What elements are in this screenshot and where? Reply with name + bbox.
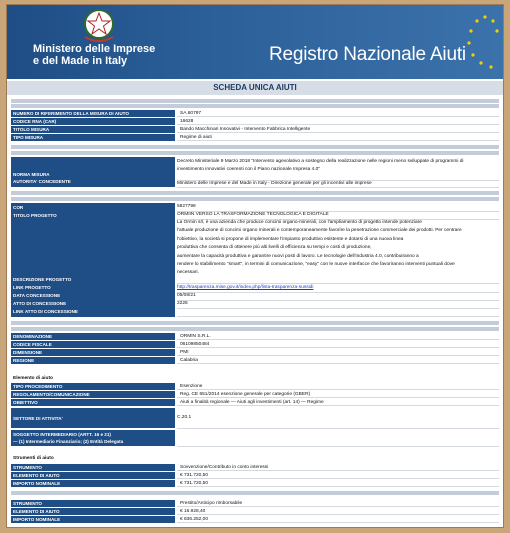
field-row-importo-nominale — [11, 480, 499, 487]
descrizione-line: necessari. — [177, 270, 199, 276]
norma-label-block — [11, 157, 175, 187]
atto-concessione-label: ATTO DI CONCESSIONE — [13, 301, 67, 306]
soggetto-intermediario-value — [177, 430, 499, 447]
descrizione-line: La Ormin srl, è una azienda che produce concimi organo-minerali, con l'ampliamento di progetto intende potenziare — [177, 220, 422, 225]
section-divider — [11, 99, 499, 103]
descrizione-line: rendere lo stabilimento "smart", in termini di comunicazione, "easy" con le nuove interfacce che favoriranno interventi puntuali dove — [177, 262, 455, 268]
field-row-strumento — [11, 500, 499, 507]
settore-attivita-value: C.20.1 — [177, 408, 499, 429]
field-row-strumento — [11, 464, 499, 471]
autorita-concedente-value: Ministero delle Imprese e del Made in Italy - Direzione generale per gli incentivi alle imprese — [177, 180, 499, 188]
field-value: 06109850484 — [177, 341, 499, 348]
norma-misura-label: NORMA MISURA — [13, 172, 50, 177]
field-row-obiettivo — [11, 399, 499, 406]
field-label: TIPO PROCEDIMENTO — [11, 383, 175, 390]
field-value: Prestito/Anticipo rimborsabile — [177, 500, 499, 507]
field-value: Calabria — [177, 357, 499, 364]
italian-republic-emblem-icon — [79, 7, 119, 43]
descrizione-line: produttiva che consenta di ottenere più alti livelli di efficienza su tempi e costi di produzione, — [177, 245, 372, 251]
field-row-tipo-procedimento — [11, 383, 499, 390]
soggetto-label-block — [11, 430, 175, 446]
cor-label: COR — [13, 205, 24, 210]
field-value: € 836.252,00 — [177, 516, 499, 523]
section-divider — [11, 145, 499, 149]
field-value: PMI — [177, 349, 499, 356]
field-row-regolamento — [11, 391, 499, 398]
norma-misura-value — [177, 158, 499, 181]
field-row-codice-fiscale — [11, 341, 499, 348]
field-value: Esenzione — [177, 383, 499, 390]
scheda-title: SCHEDA UNICA AIUTI — [7, 81, 503, 95]
field-value: Reg. CE 651/2014 esenzione generale per categorie (GBER) — [177, 391, 499, 398]
atto-concessione-value: 2226 — [177, 300, 499, 309]
field-label: CODICE RNA (CAR) — [11, 118, 175, 125]
field-value: 16628 — [177, 118, 499, 125]
field-row-riferimento — [11, 110, 499, 117]
titolo-progetto-value: ORMIIN VERSO LA TRASFORMAZIONE TECNOLOGICA E DIGITALE — [177, 211, 499, 220]
field-label: REGIONE — [11, 357, 175, 364]
link-atto-concessione-label: LINK ATTO DI CONCESSIONE — [13, 309, 78, 314]
field-label: ELEMENTO DI AIUTO — [11, 508, 175, 515]
descrizione-progetto-label: DESCRIZIONE PROGETTO — [13, 277, 72, 282]
titolo-progetto-label: TITOLO PROGETTO — [13, 213, 57, 218]
section-divider — [11, 151, 499, 155]
field-value: Sovvenzione/Contributo in conto interessi — [177, 464, 499, 471]
eu-stars-icon — [455, 9, 501, 73]
link-progetto-value[interactable]: http://trasparenza.mise.gov.it/index.php/lista-trasparenza-sussidi — [177, 284, 499, 293]
field-row-titolo-misura — [11, 126, 499, 133]
field-label: CODICE FISCALE — [11, 341, 175, 348]
descrizione-line: aumentare la capacità produttiva e garantire nuovi posti di lavoro. Le tecnologie dell'industria 4.0, contribuiranno a — [177, 253, 419, 259]
field-row-tipo-misura — [11, 134, 499, 141]
field-label: IMPORTO NOMINALE — [11, 480, 175, 487]
field-label: STRUMENTO — [11, 464, 175, 471]
data-concessione-value: 05/08/21 — [177, 292, 499, 301]
field-row-elemento-aiuto — [11, 472, 499, 479]
field-row-denominazione — [11, 333, 499, 340]
section-divider — [11, 327, 499, 331]
field-value: Bando Macchinari Innovativi - Intervento Fabbrica Intelligente — [177, 126, 499, 133]
section-divider — [11, 191, 499, 195]
field-value: SA.60797 — [177, 110, 499, 117]
field-value: € 731.720,50 — [177, 480, 499, 487]
field-label: STRUMENTO — [11, 500, 175, 507]
field-row-codice-rna — [11, 118, 499, 125]
field-value: Regime di aiuti — [177, 134, 499, 141]
descrizione-line: l'obiettivo, la società si propone di implementare l'impianto produttivo esistente e dotarsi di una nuova linea — [177, 236, 404, 242]
data-concessione-label: DATA CONCESSIONE — [13, 293, 61, 298]
field-label: OBIETTIVO — [11, 399, 175, 406]
cor-value: 5827798 — [177, 203, 499, 212]
field-label: DENOMINAZIONE — [11, 333, 175, 340]
field-row-elemento-aiuto — [11, 508, 499, 515]
settore-label-block — [11, 408, 175, 428]
field-label: TITOLO MISURA — [11, 126, 175, 133]
link-progetto-label: LINK PROGETTO — [13, 285, 51, 290]
field-value: € 731.720,50 — [177, 472, 499, 479]
field-label: IMPORTO NOMINALE — [11, 516, 175, 523]
ministry-name-line2: e del Made in Italy — [33, 55, 128, 67]
norma-line: investimento innovativi coerenti con il Piano nazionale Impresa 4.0" — [177, 166, 321, 172]
section-divider — [11, 491, 499, 495]
section-divider — [11, 197, 499, 201]
strumenti-section-title: Strumenti di aiuto — [13, 456, 54, 461]
settore-attivita-label: SETTORE DI ATTIVITA' — [13, 416, 63, 421]
elemento-section-title: Elemento di aiuto — [13, 376, 53, 381]
field-label: NUMERO DI RIFERIMENTO DELLA MISURA DI AIUTO — [11, 110, 175, 117]
field-label: TIPO MISURA — [11, 134, 175, 141]
ministry-name-line1: Ministero delle Imprese — [33, 43, 156, 55]
document-sheet — [6, 4, 504, 528]
field-value: € 16.928,40 — [177, 508, 499, 515]
progetto-label-block — [11, 203, 175, 317]
descrizione-progetto-value — [177, 219, 499, 284]
field-row-importo-nominale — [11, 516, 499, 523]
field-row-regione — [11, 357, 499, 364]
field-label: ELEMENTO DI AIUTO — [11, 472, 175, 479]
norma-line: Decreto Ministeriale 9 Marzo 2018 "Intervento agevolativo a sostegno della realizzazione nelle regioni meno sviluppate di programmi di — [177, 159, 464, 164]
field-label: DIMENSIONE — [11, 349, 175, 356]
section-divider — [11, 321, 499, 325]
autorita-concedente-label: AUTORITA' CONCEDENTE — [13, 179, 71, 184]
soggetto-intermediario-label: SOGGETTO INTERMEDIARIO (ARTT. 16 e 21) — [13, 432, 111, 437]
registry-title: Registro Nazionale Aiuti — [269, 44, 466, 65]
header-banner — [7, 5, 503, 79]
field-value: Aiuti a finalità regionale — Aiuti agli investimenti (art. 14) — Regime — [177, 399, 499, 406]
field-value: ORMIN S.R.L. — [177, 333, 499, 340]
field-row-dimensione — [11, 349, 499, 356]
field-label: REGOLAMENTO/COMUNICAZIONE — [11, 391, 175, 398]
soggetto-intermediario-note: — (1) Intermediario Finanziario; (2) Entità Delegata — [13, 439, 124, 444]
link-atto-concessione-value — [177, 308, 499, 317]
section-divider — [11, 104, 499, 108]
descrizione-line: l'attuale produzione di concimi organo minerali e contemporaneamente favorire la penetrazione commerciale dei prodotti. Per centrare — [177, 228, 462, 234]
